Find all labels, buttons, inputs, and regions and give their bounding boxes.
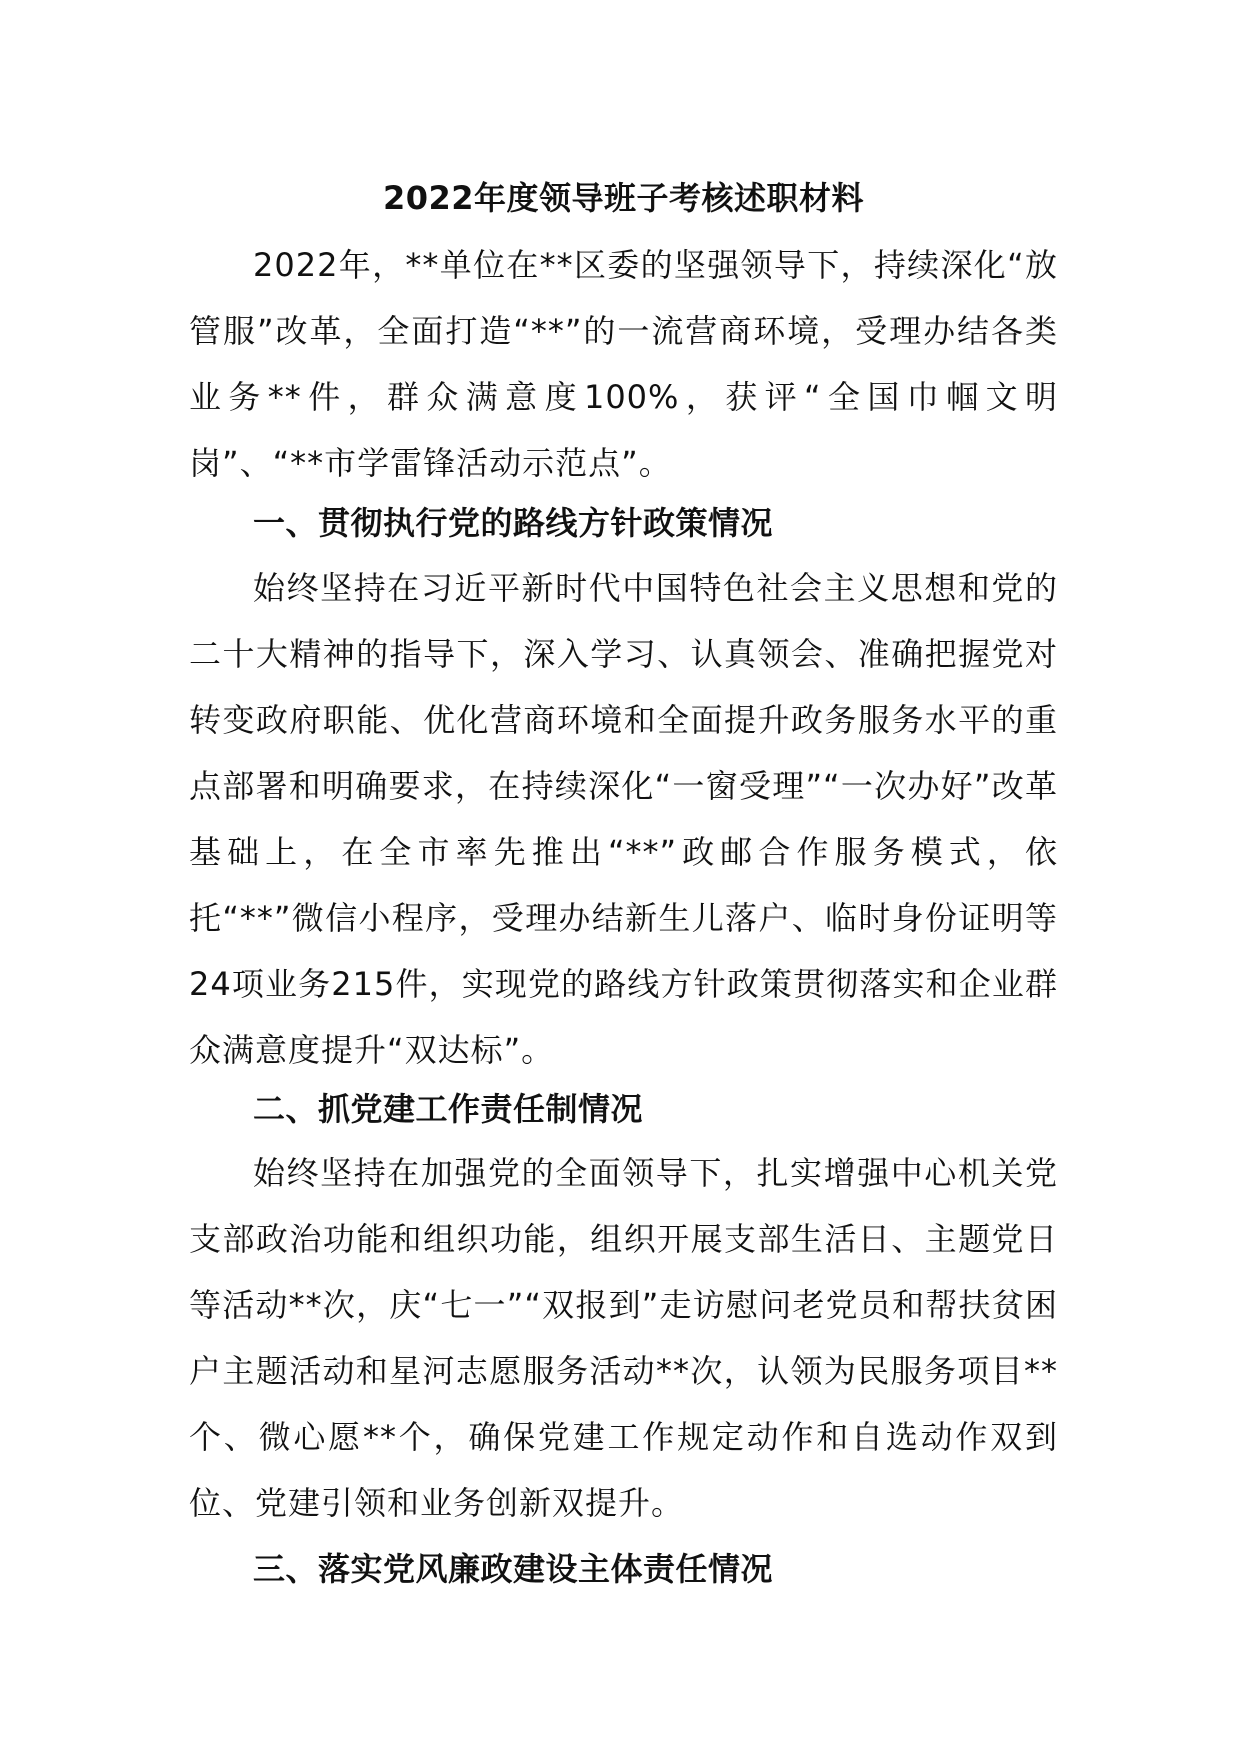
section-heading-3: 三、落实党风廉政建设主体责任情况 bbox=[253, 1550, 774, 1588]
section-body-2: 始终坚持在加强党的全面领导下，扎实增强中心机关党支部政治功能和组织功能，组织开展支部生活日、主题党日等活动**次，庆“七一”“双报到”走访慰问老党员和帮扶贫困户主题活动和星河志愿服务活动**次，认领为民服务项目**个、微心愿**个，确保党建工作规定动作和自选动作双到位、党建引领和业务创新双提升。 bbox=[189, 1154, 1058, 1522]
intro-paragraph: 2022年，**单位在**区委的坚强领导下，持续深化“放管服”改革，全面打造“**”的一流营商环境，受理办结各类业务**件，群众满意度100%，获评“全国巾帼文明岗”、“**市学雷锋活动示范点”。 bbox=[189, 246, 1058, 482]
section-body-1: 始终坚持在习近平新时代中国特色社会主义思想和党的二十大精神的指导下，深入学习、认真领会、准确把握党对转变政府职能、优化营商环境和全面提升政务服务水平的重点部署和明确要求，在持续深化“一窗受理”“一次办好”改革基础上，在全市率先推出“**”政邮合作服务模式，依托“**”微信小程序，受理办结新生儿落户、临时身份证明等24项业务215件，实现党的路线方针政策贯彻落实和企业群众满意度提升“双达标”。 bbox=[189, 569, 1058, 1069]
section-heading-1: 一、贯彻执行党的路线方针政策情况 bbox=[253, 504, 774, 542]
section-heading-2: 二、抓党建工作责任制情况 bbox=[253, 1090, 644, 1128]
document-title: 2022年度领导班子考核述职材料 bbox=[382, 179, 865, 217]
document-page bbox=[189, 0, 1058, 1754]
